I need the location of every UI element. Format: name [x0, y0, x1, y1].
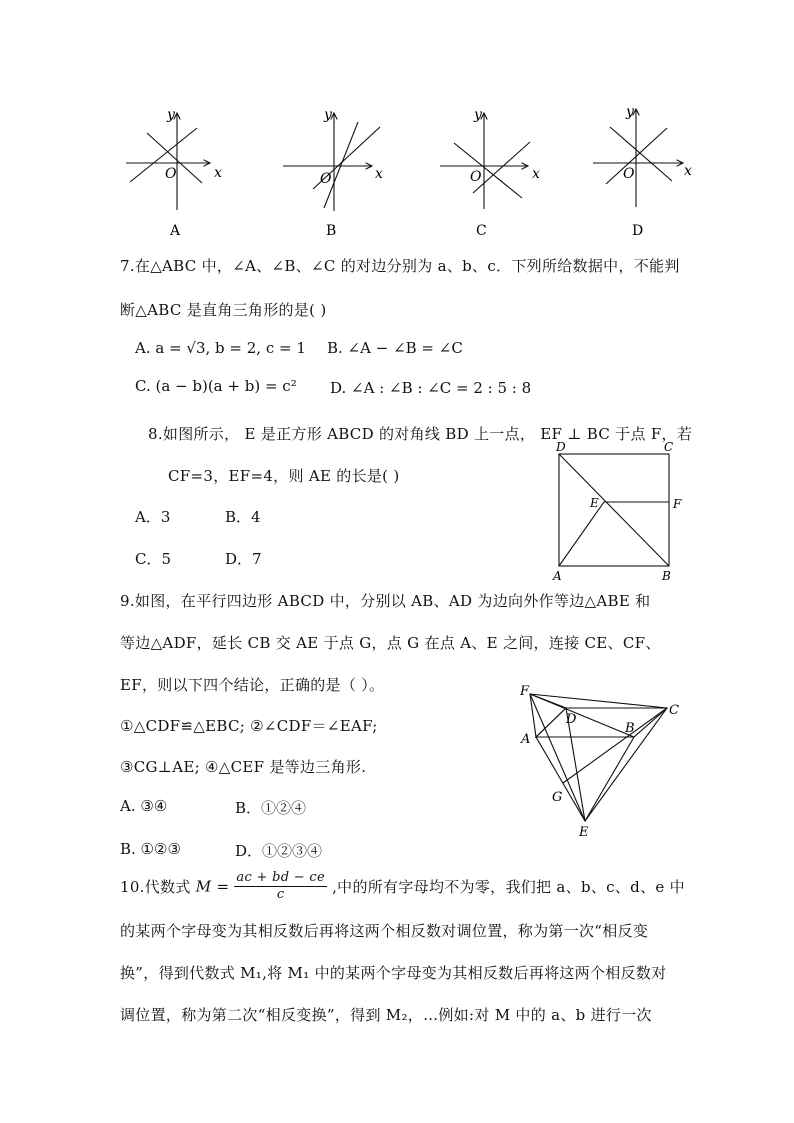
graph-d-origin: O	[623, 166, 635, 182]
label-a: A	[553, 569, 562, 583]
graph-c-origin: O	[470, 169, 482, 185]
graph-b-line-1	[324, 122, 358, 208]
graph-a	[126, 113, 210, 210]
label-d-9: D	[566, 712, 577, 727]
triangle-abe	[536, 737, 634, 821]
label-b: B	[662, 569, 671, 583]
q7-option-b: B. ∠A − ∠B = ∠C	[327, 339, 463, 357]
label-b-9: B	[625, 721, 635, 736]
q9-option-d: D．①②③④	[235, 842, 323, 860]
segment-ae	[559, 502, 604, 566]
q7-line-1: 7.在△ABC 中，∠A、∠B、∠C 的对边分别为 a、b、c．下列所给数据中，不能判	[120, 257, 680, 275]
parallelogram-figure	[512, 680, 692, 840]
q8-option-a: A．3	[135, 508, 171, 526]
q10-suffix: ,中的所有字母均不为零，我们把 a、b、c、d、e 中	[332, 878, 685, 896]
graph-label-b: B	[326, 223, 337, 239]
q9-option-c: B. ①②③	[120, 840, 181, 858]
graph-b	[283, 113, 380, 211]
graph-label-a: A	[170, 223, 181, 239]
graph-d-x-label: x	[684, 163, 692, 179]
q8-option-c: C．5	[135, 550, 172, 568]
q7-option-a: A. a = √3, b = 2, c = 1	[135, 339, 306, 357]
q10-numerator: ac + bd − ce	[236, 870, 325, 885]
graph-a-x-label: x	[214, 165, 222, 181]
graph-b-origin: O	[320, 171, 332, 187]
label-c: C	[664, 440, 674, 454]
graph-d-line-1	[610, 127, 672, 181]
graph-label-c: C	[476, 223, 487, 239]
q9-line-4: ①△CDF≌△EBC; ②∠CDF＝∠EAF;	[120, 717, 378, 735]
graph-b-x-label: x	[375, 166, 383, 182]
graph-c-line-1	[454, 143, 522, 198]
graph-c-y-label: y	[474, 107, 482, 123]
q10-denominator: c	[276, 887, 285, 902]
label-f-9: F	[520, 684, 530, 699]
graph-a-y-label: y	[167, 107, 175, 123]
graph-c-line-2	[473, 142, 530, 193]
q9-option-a: A. ③④	[120, 797, 168, 815]
q9-line-3: EF，则以下四个结论，正确的是（ ）。	[120, 676, 385, 694]
segment-cf	[530, 694, 667, 708]
q8-line-1: 8.如图所示， E 是正方形 ABCD 的对角线 BD 上一点， EF ⊥ BC 于点 F，若	[148, 425, 693, 443]
triangle-adf	[530, 694, 566, 737]
q9-option-b: B．①②④	[235, 799, 307, 817]
q7-option-c: C. (a − b)(a + b) = c²	[135, 377, 297, 395]
q10-m-symbol: M =	[195, 877, 230, 896]
q7-option-d: D. ∠A : ∠B : ∠C = 2 : 5 : 8	[330, 379, 532, 397]
graph-label-d: D	[632, 223, 644, 239]
label-g-9: G	[552, 790, 563, 805]
label-e-9: E	[579, 825, 589, 840]
graph-c-x-label: x	[532, 166, 540, 182]
q8-option-b: B．4	[225, 508, 261, 526]
label-f: F	[673, 497, 682, 511]
q10-line-2: 的某两个字母变为其相反数后再将这两个相反数对调位置，称为第一次“相反变	[120, 922, 649, 940]
q9-line-1: 9.如图，在平行四边形 ABCD 中，分别以 AB、AD 为边向外作等边△ABE 和	[120, 592, 651, 610]
q8-option-d: D．7	[225, 550, 262, 568]
square-figure	[548, 436, 688, 586]
q10-line-1	[120, 870, 685, 906]
segment-cg	[563, 708, 667, 783]
label-c-9: C	[669, 703, 679, 718]
q10-line-4: 调位置，称为第二次“相反变换”，得到 M₂，…例如:对 M 中的 a、b 进行一次	[120, 1006, 652, 1024]
graph-d	[593, 109, 683, 207]
diagonal-bd	[559, 454, 669, 566]
q10-fraction	[234, 870, 327, 903]
q10-line-3: 换”，得到代数式 M₁,将 M₁ 中的某两个字母变为其相反数后再将这两个相反数对	[120, 964, 667, 982]
graph-a-line-2	[130, 128, 197, 182]
label-a-9: A	[521, 732, 531, 747]
label-e: E	[590, 496, 599, 510]
graph-d-y-label: y	[626, 104, 634, 120]
graph-b-y-label: y	[324, 107, 332, 123]
graph-c	[440, 113, 530, 209]
q9-line-5: ③CG⊥AE; ④△CEF 是等边三角形.	[120, 758, 367, 776]
q9-line-2: 等边△ADF，延长 CB 交 AE 于点 G，点 G 在点 A、E 之间，连接 CE、CF、	[120, 634, 661, 652]
q7-line-2: 断△ABC 是直角三角形的是( )	[120, 301, 327, 319]
graph-a-origin: O	[165, 166, 177, 182]
linear-graphs-figure	[0, 95, 794, 245]
q8-line-2: CF=3，EF=4，则 AE 的长是( )	[168, 467, 400, 485]
label-d: D	[556, 440, 566, 454]
q10-prefix: 10.代数式	[120, 878, 191, 896]
